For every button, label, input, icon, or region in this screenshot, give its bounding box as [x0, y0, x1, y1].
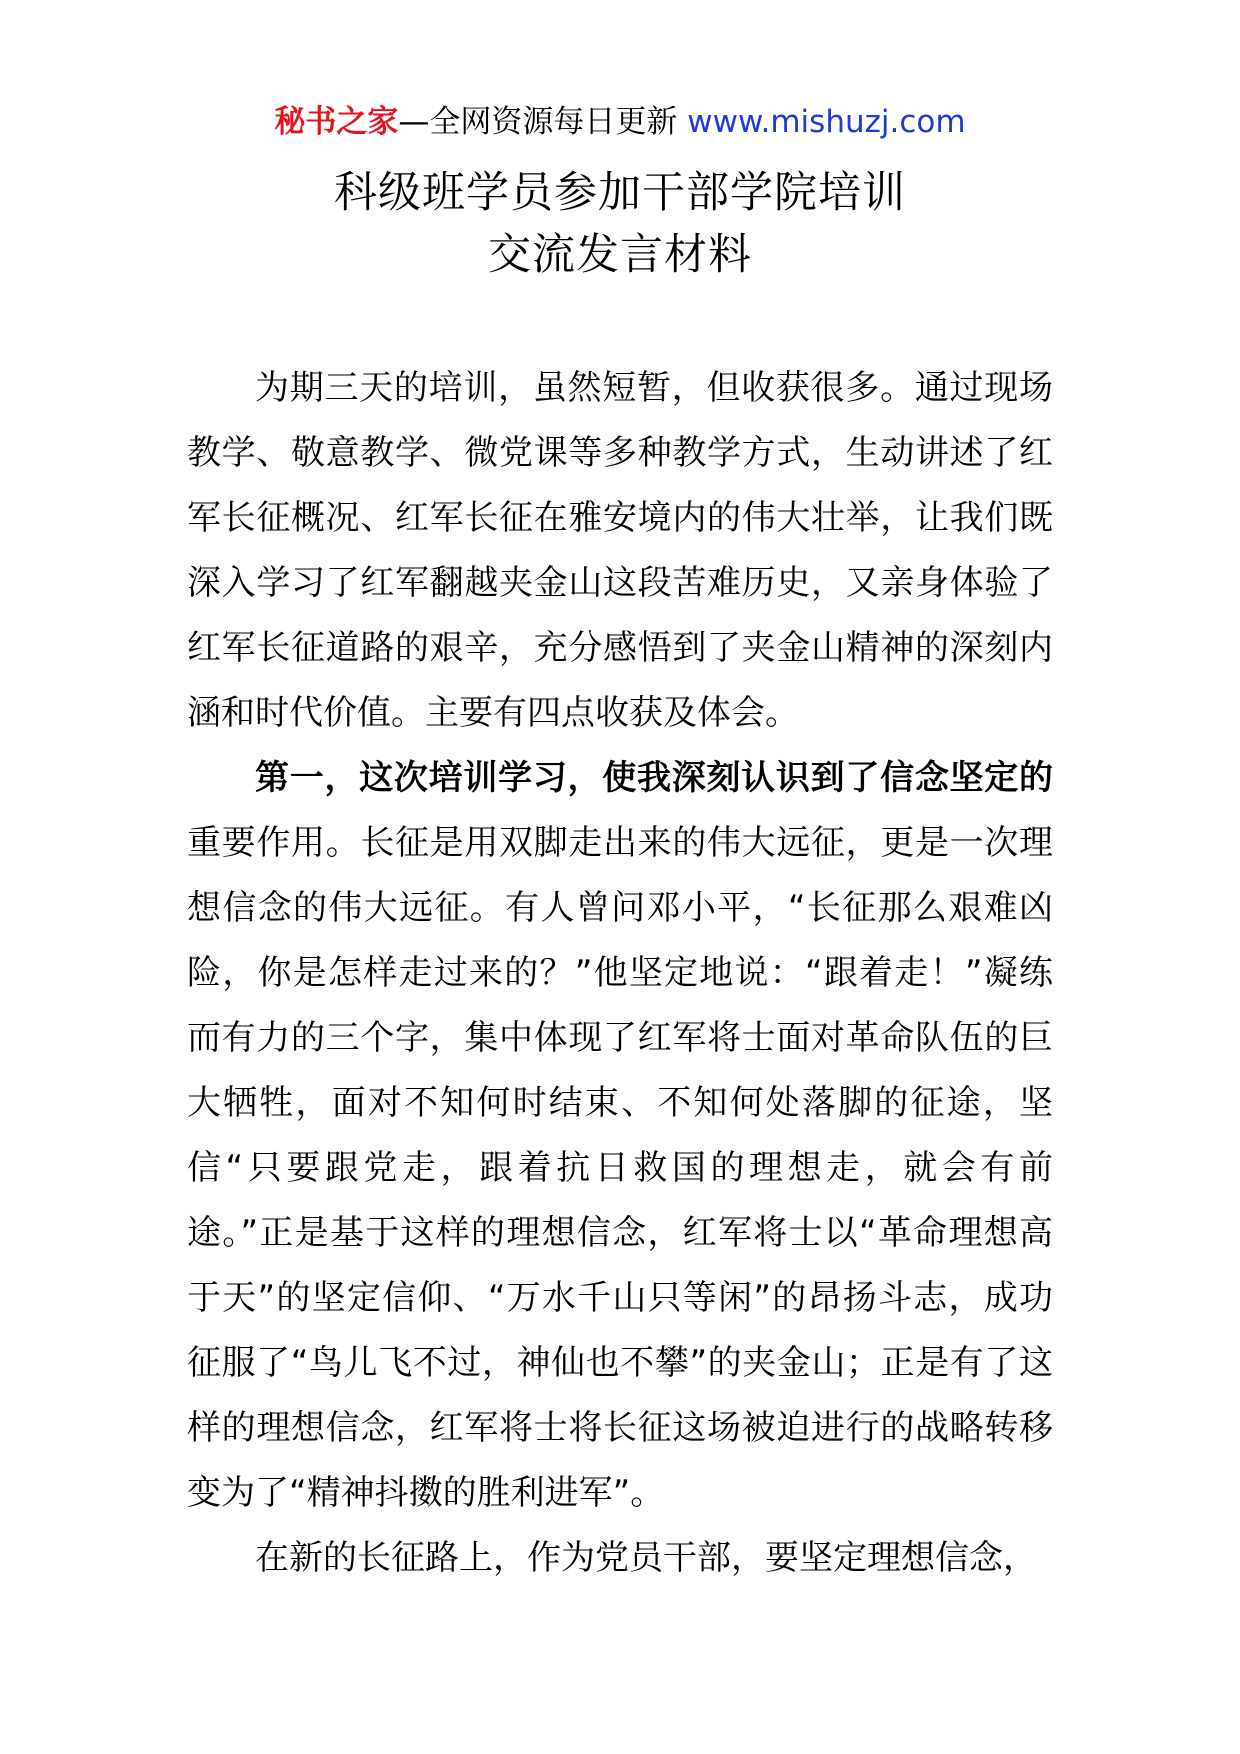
- brand-name: 秘书之家: [274, 104, 399, 140]
- header-banner: [0, 100, 1240, 144]
- paragraph-2: [187, 746, 1053, 1526]
- document-title: [0, 162, 1240, 286]
- document-body: [187, 356, 1053, 1591]
- paragraph-2-lead: 第一，这次培训学习，使我深刻认识到了信念坚定的: [255, 758, 1053, 798]
- header-slogan: —全网资源每日更新: [398, 104, 688, 140]
- title-line-1: 科级班学员参加干部学院培训: [334, 168, 906, 218]
- title-line-2: 交流发言材料: [488, 230, 752, 280]
- paragraph-1: 为期三天的培训，虽然短暂，但收获很多。通过现场教学、敬意教学、微党课等多种教学方式，生动讲述了红军长征概况、红军长征在雅安境内的伟大壮举，让我们既深入学习了红军翻越夹金山这段苦难历史，又亲身体验了红军长征道路的艰辛，充分感悟到了夹金山精神的深刻内涵和时代价值。主要有四点收获及体会。: [187, 368, 1053, 733]
- paragraph-2-body: 重要作用。长征是用双脚走出来的伟大远征，更是一次理想信念的伟大远征。有人曾问邓小平，“长征那么艰难凶险，你是怎样走过来的？”他坚定地说：“跟着走！”凝练而有力的三个字，集中体现了红军将士面对革命队伍的巨大牺牲，面对不知何时结束、不知何处落脚的征途，坚信“只要跟党走，跟着抗日救国的理想走，就会有前途。”正是基于这样的理想信念，红军将士以“革命理想高于天”的坚定信仰、“万水千山只等闲”的昂扬斗志，成功征服了“鸟儿飞不过，神仙也不攀”的夹金山；正是有了这样的理想信念，红军将士将长征这场被迫进行的战略转移变为了“精神抖擞的胜利进军”。: [187, 823, 1053, 1513]
- site-url-link[interactable]: www.mishuzj.com: [687, 104, 966, 140]
- paragraph-3: 在新的长征路上，作为党员干部，要坚定理想信念，: [255, 1538, 1037, 1578]
